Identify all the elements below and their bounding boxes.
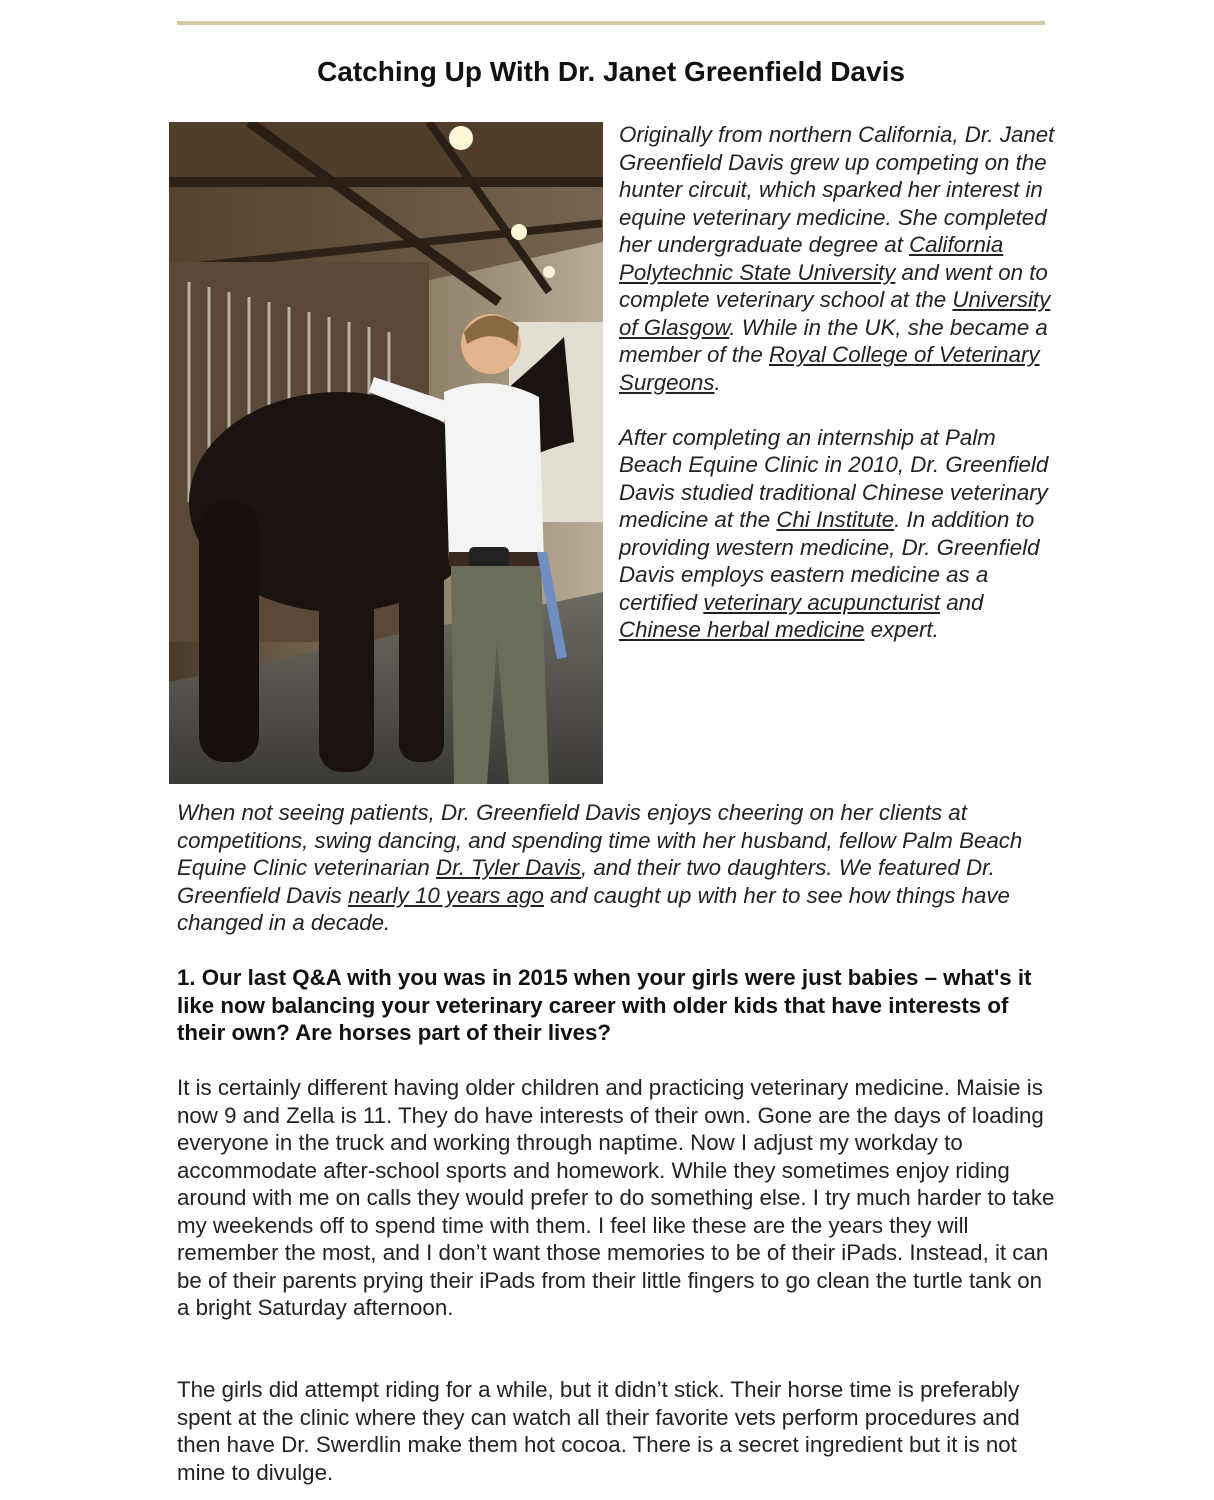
vet-with-horse-photo	[169, 122, 603, 784]
previous-feature-link[interactable]: nearly 10 years ago	[348, 882, 544, 908]
intro-paragraph-1	[619, 121, 1059, 396]
bio-text-1: When not seeing patients, Dr. Greenfield Davis enjoys cheering on her clients at competitions, swing dancing, and spending time with her husband, fellow Palm Beach Equine Clinic veterinarian	[177, 800, 1023, 880]
acupuncturist-link[interactable]: veterinary acupuncturist	[703, 589, 940, 615]
intro-p1-text-3: . While in the UK, she became a member of the	[619, 314, 1048, 367]
herbal-medicine-link[interactable]: Chinese herbal medicine	[619, 617, 865, 642]
intro-p2-text-2: . In addition to providing western medicine, Dr. Greenfield Davis employs eastern medicine as a certified	[619, 507, 1040, 615]
answer-1-paragraph-1: It is certainly different having older children and practicing veterinary medicine. Maisie is now 9 and Zella is 11. They do have interests of their own. Gone are the days of loading everyone in the truck and working through naptime. Now I adjust my workday to accommodate after-school sports and homework. While they sometimes enjoy riding around with me on calls they would prefer to do something else. I try much harder to take my weekends off to spend time with them. I feel like these are the years they will remember the most, and I don’t want those memories to be of their iPads. Instead, it can be of their parents prying their iPads from their little fingers to go clean the turtle tank on a bright Saturday afternoon.	[177, 1075, 1055, 1320]
chi-institute-link[interactable]: Chi Institute	[776, 507, 895, 532]
article-title: Catching Up With Dr. Janet Greenfield Davis	[317, 56, 905, 87]
intro-p1-text-2: and went on to complete veterinary school at the	[619, 259, 1048, 312]
intro-p2-text-3: and	[940, 589, 984, 615]
answer-1-paragraph-2: The girls did attempt riding for a while, but it didn’t stick. Their horse time is preferably spent at the clinic where they can watch all their favorite vets perform procedures and then have Dr. Swerdlin make them hot cocoa. There is a secret ingredient but it is not mine to divulge.	[177, 1377, 1020, 1485]
tyler-davis-link[interactable]: Dr. Tyler Davis	[436, 855, 581, 880]
bio-text-2: , and their two daughters. We featured Dr. Greenfield Davis	[177, 855, 995, 908]
question-1: 1. Our last Q&A with you was in 2015 when your girls were just babies – what's it like now balancing your veterinary career with older kids that have interests of their own? Are horses part of their lives?	[177, 965, 1032, 1045]
bio-text-3: and caught up with her to see how things have changed in a decade.	[177, 882, 1010, 935]
bio-paragraph	[177, 799, 1057, 937]
top-divider	[177, 21, 1045, 25]
glasgow-link[interactable]: University of Glasgow	[619, 287, 1051, 340]
cal-poly-link[interactable]: California Polytechnic State University	[619, 232, 1004, 285]
intro-text	[619, 121, 1059, 671]
intro-p1-text-1: Originally from northern California, Dr. Janet Greenfield Davis grew up competing on the hunter circuit, which sparked her interest in equine veterinary medicine. She completed her undergraduate degree at	[619, 122, 1055, 257]
rcvs-link[interactable]: Royal College of Veterinary Surgeons	[619, 342, 1040, 395]
intro-p1-text-4: .	[714, 369, 721, 395]
intro-paragraph-2	[619, 424, 1059, 644]
intro-p2-text-1: After completing an internship at Palm Beach Equine Clinic in 2010, Dr. Greenfield Davis studied traditional Chinese veterinary medicine at the	[619, 424, 1049, 532]
intro-p2-text-4: expert.	[864, 617, 939, 642]
